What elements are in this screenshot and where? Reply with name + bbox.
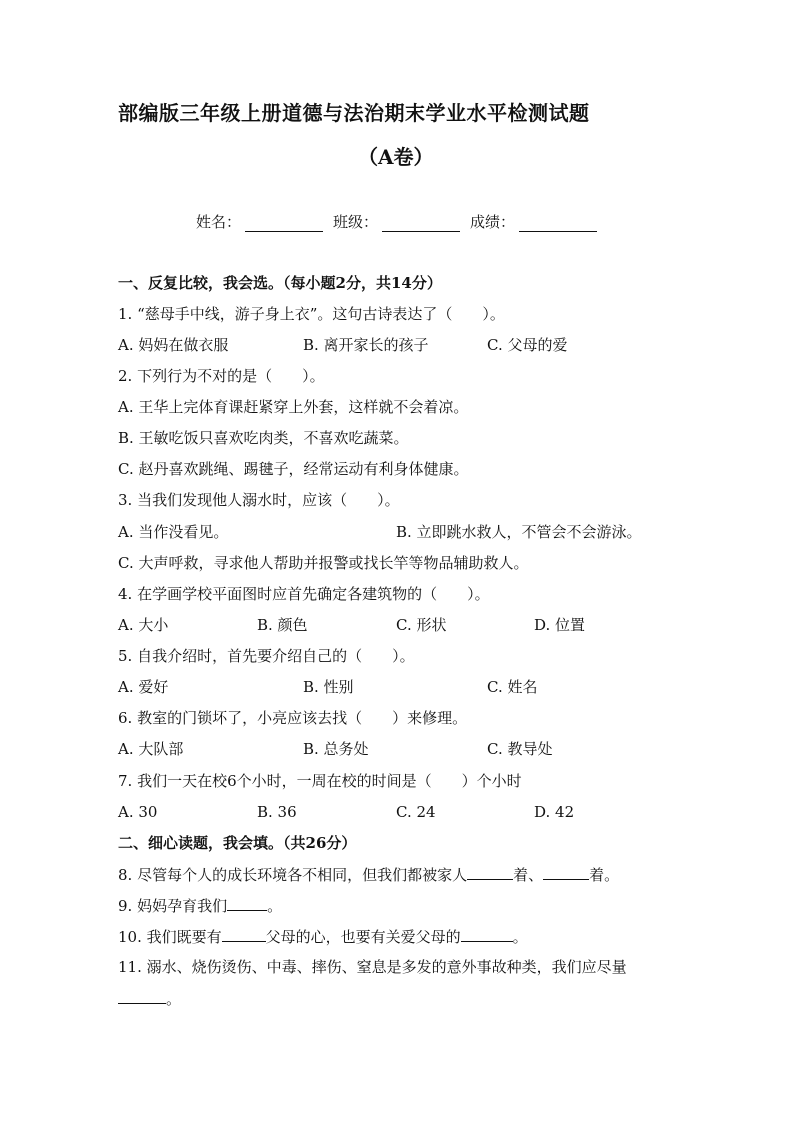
q4-option-a: A. 大小 [118, 616, 169, 634]
section1-heading: 一、反复比较，我会选。（每小题2分，共14分） [118, 274, 442, 292]
q8-text-3: 着。 [589, 866, 620, 884]
q1-stem: 1. “慈母手中线，游子身上衣”。这句古诗表达了（ ）。 [118, 305, 505, 323]
q8-line [118, 864, 619, 885]
q9-blank[interactable] [227, 895, 267, 911]
q5-stem: 5. 自我介绍时，首先要介绍自己的（ ）。 [118, 647, 415, 665]
q1-option-b: B. 离开家长的孩子 [303, 336, 429, 354]
q9-line [118, 895, 282, 916]
q8-blank-2[interactable] [543, 864, 589, 880]
q11-line: 11. 溺水、烧伤烫伤、中毒、摔伤、窒息是多发的意外事故种类，我们应尽量 [118, 958, 627, 976]
q2-option-a: A. 王华上完体育课赶紧穿上外套，这样就不会着凉。 [118, 398, 469, 416]
q2-option-b: B. 王敏吃饭只喜欢吃肉类，不喜欢吃蔬菜。 [118, 429, 409, 447]
q10-text-1: 10. 我们既要有 [118, 928, 222, 946]
class-label: 班级： [333, 213, 379, 231]
q8-text-2: 着、 [513, 866, 544, 884]
q11-line-2 [118, 988, 181, 1009]
class-blank[interactable] [382, 215, 460, 232]
q1-option-c: C. 父母的爱 [487, 336, 568, 354]
student-info-row [196, 211, 607, 232]
score-blank[interactable] [519, 215, 597, 232]
q5-option-c: C. 姓名 [487, 678, 538, 696]
q8-blank-1[interactable] [467, 864, 513, 880]
q8-text-1: 8. 尽管每个人的成长环境各不相同，但我们都被家人 [118, 866, 468, 884]
q2-stem: 2. 下列行为不对的是（ ）。 [118, 367, 325, 385]
score-label: 成绩： [470, 213, 516, 231]
q1-option-a: A. 妈妈在做衣服 [118, 336, 229, 354]
q7-option-c: C. 24 [396, 803, 436, 821]
q10-text-2: 父母的心，也要有关爱父母的 [265, 928, 461, 946]
q6-stem: 6. 教室的门锁坏了，小亮应该去找（ ）来修理。 [118, 709, 468, 727]
q5-option-b: B. 性别 [303, 678, 354, 696]
exam-title: 部编版三年级上册道德与法治期末学业水平检测试题 [118, 101, 590, 125]
q4-option-c: C. 形状 [396, 616, 447, 634]
q5-option-a: A. 爱好 [118, 678, 169, 696]
name-blank[interactable] [245, 215, 323, 232]
q3-stem: 3. 当我们发现他人溺水时，应该（ ）。 [118, 491, 400, 509]
q10-line [118, 926, 528, 947]
q9-text-2: 。 [267, 897, 283, 915]
name-label: 姓名： [196, 213, 242, 231]
q2-option-c: C. 赵丹喜欢跳绳、踢毽子，经常运动有利身体健康。 [118, 460, 469, 478]
q10-blank-1[interactable] [222, 926, 266, 942]
q6-option-a: A. 大队部 [118, 740, 184, 758]
q7-stem: 7. 我们一天在校6个小时，一周在校的时间是（ ）个小时 [118, 772, 522, 790]
q4-stem: 4. 在学画学校平面图时应首先确定各建筑物的（ ）。 [118, 585, 490, 603]
q11-text-2: 。 [166, 990, 182, 1008]
q4-option-b: B. 颜色 [257, 616, 308, 634]
q7-option-b: B. 36 [257, 803, 297, 821]
q3-option-c: C. 大声呼救，寻求他人帮助并报警或找长竿等物品辅助救人。 [118, 554, 529, 572]
q6-option-b: B. 总务处 [303, 740, 369, 758]
q4-option-d: D. 位置 [534, 616, 586, 634]
q11-blank[interactable] [118, 988, 166, 1004]
exam-subtitle: （A卷） [358, 145, 434, 169]
q10-text-3: 。 [512, 928, 528, 946]
q6-option-c: C. 教导处 [487, 740, 553, 758]
q9-text-1: 9. 妈妈孕育我们 [118, 897, 228, 915]
q3-option-b: B. 立即跳水救人，不管会不会游泳。 [396, 523, 642, 541]
section2-heading: 二、细心读题，我会填。（共26分） [118, 834, 357, 852]
q3-option-a: A. 当作没看见。 [118, 523, 229, 541]
q7-option-d: D. 42 [534, 803, 575, 821]
q10-blank-2[interactable] [461, 926, 513, 942]
q7-option-a: A. 30 [118, 803, 158, 821]
